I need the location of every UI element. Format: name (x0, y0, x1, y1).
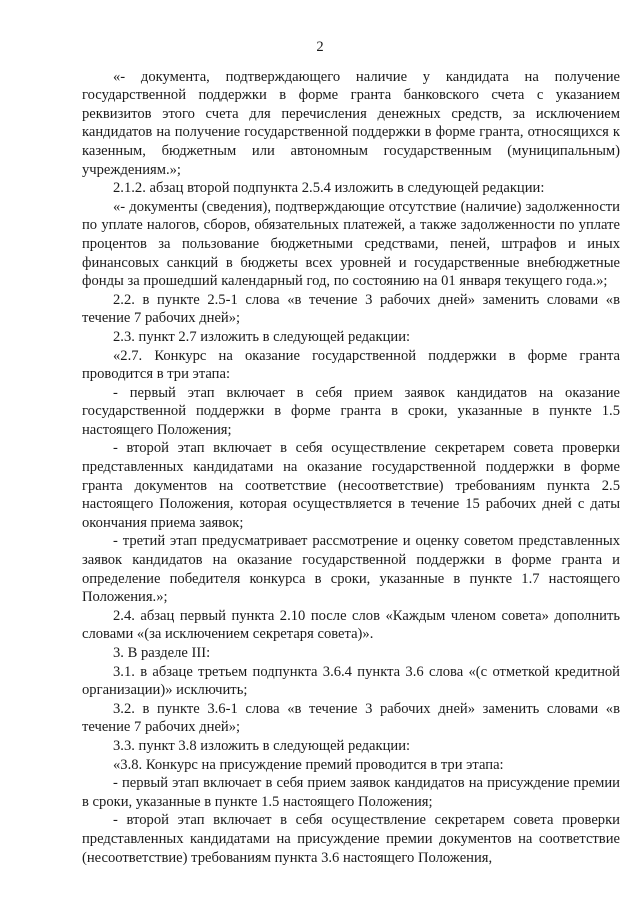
paragraph-9: - третий этап предусматривает рассмотрение и оценку советом представленных заявок кандидатов на оказание государственной поддержки в форме гранта и определение победителя конкурса в сроки, указанные в пункте 1.7 настоящего Положения.»; (82, 533, 620, 606)
paragraph-7: - первый этап включает в себя прием заявок кандидатов на оказание государственной поддержки в форме гранта в сроки, указанные в пункте 1.5 настоящего Положения; (82, 384, 620, 438)
paragraph-5: 2.3. пункт 2.7 изложить в следующей редакции: (113, 328, 411, 345)
page-number: 2 (316, 39, 324, 55)
paragraph-8: - второй этап включает в себя осуществление секретарем совета проверки представленных кандидатами на оказание государственной поддержки в форме гранта документов на соответствие (несоответствие) требованиям пункта 2.5 настоящего Положения, которая осуществляется в течение 15 рабочих дней с даты окончания приема заявок; (82, 440, 620, 531)
paragraph-3: «- документы (сведения), подтверждающие отсутствие (наличие) задолженности по уплате налогов, сборов, обязательных платежей, а также задолженности по уплате процентов за пользование бюджетными средствами, пеней, штрафов и иных финансовых санкций в бюджеты всех уровней и государственные внебюджетные фонды за прошедший календарный год, по состоянию на 01 января текущего года.»; (82, 198, 620, 290)
paragraph-1: «- документа, подтверждающего наличие у кандидата на получение государственной поддержки в форме гранта банковского счета с указанием реквизитов этого счета для перечисления денежных средств, за исключением кандидатов на получение государственной поддержки в форме гранта, относящихся к казенным, бюджетным или автономным государственным (муниципальным) учреждениям.»; (82, 68, 620, 178)
paragraph-13: 3.2. в пункте 3.6-1 слова «в течение 3 рабочих дней» заменить словами «в течение 7 рабочих дней»; (82, 700, 620, 736)
paragraph-4: 2.2. в пункте 2.5-1 слова «в течение 3 рабочих дней» заменить словами «в течение 7 рабочих дней»; (82, 291, 620, 327)
paragraph-12: 3.1. в абзаце третьем подпункта 3.6.4 пункта 3.6 слова «(с отметкой кредитной организации)» исключить; (82, 663, 620, 699)
paragraph-14: 3.3. пункт 3.8 изложить в следующей редакции: (113, 737, 411, 754)
document-body (82, 68, 620, 868)
paragraph-11: 3. В разделе III: (113, 645, 211, 661)
paragraph-2: 2.1.2. абзац второй подпункта 2.5.4 изложить в следующей редакции: (113, 180, 545, 197)
paragraph-17: - второй этап включает в себя осуществление секретарем совета проверки представленных кандидатами на присуждение премии документов на соответствие (несоответствие) требованиям пункта 3.6 настоящего Положения, (82, 812, 620, 866)
paragraph-16: - первый этап включает в себя прием заявок кандидатов на присуждение премии в сроки, указанные в пункте 1.5 настоящего Положения; (82, 775, 620, 810)
paragraph-10: 2.4. абзац первый пункта 2.10 после слов «Каждым членом совета» дополнить словами «(за исключением секретаря совета)». (82, 607, 620, 643)
paragraph-15: «3.8. Конкурс на присуждение премий проводится в три этапа: (113, 756, 504, 773)
paragraph-6: «2.7. Конкурс на оказание государственной поддержки в форме гранта проводится в три этапа: (82, 347, 620, 383)
